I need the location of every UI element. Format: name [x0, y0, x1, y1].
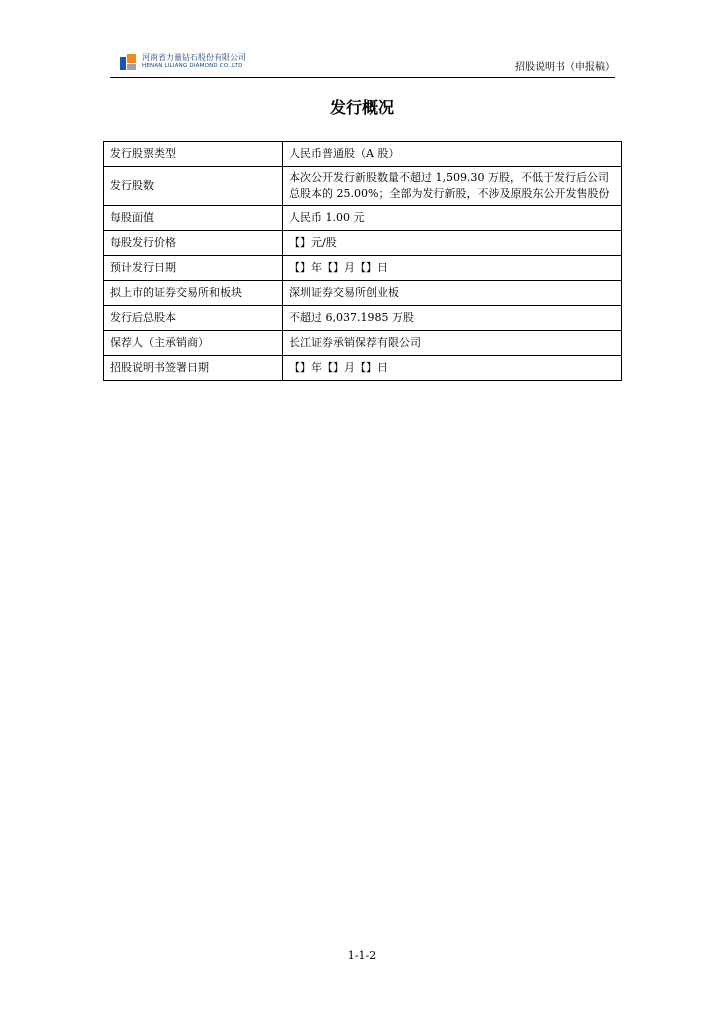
row-label: 发行后总股本 — [104, 306, 283, 331]
table-row — [104, 356, 622, 381]
document-label: 招股说明书（申报稿） — [515, 62, 615, 73]
table-row — [104, 256, 622, 281]
row-label: 招股说明书签署日期 — [104, 356, 283, 381]
row-label: 保荐人（主承销商） — [104, 331, 283, 356]
page-number: 1-1-2 — [347, 949, 377, 962]
row-value: 【】元/股 — [283, 231, 622, 256]
row-label: 预计发行日期 — [104, 256, 283, 281]
row-value: 【】年【】月【】日 — [283, 356, 622, 381]
company-name-cn: 河南省力量钻石股份有限公司 — [142, 53, 246, 62]
row-value: 【】年【】月【】日 — [283, 256, 622, 281]
row-label: 每股发行价格 — [104, 231, 283, 256]
row-label: 拟上市的证券交易所和板块 — [104, 281, 283, 306]
table-row — [104, 142, 622, 167]
row-label: 发行股票类型 — [104, 142, 283, 167]
row-value: 深圳证券交易所创业板 — [283, 281, 622, 306]
offering-overview-table — [103, 141, 622, 381]
table-row — [104, 231, 622, 256]
row-value: 长江证券承销保荐有限公司 — [283, 331, 622, 356]
table-row — [104, 206, 622, 231]
table-row — [104, 306, 622, 331]
company-name-en: HENAN LILIANG DIAMOND CO.,LTD — [142, 63, 243, 69]
row-value: 人民币普通股（A 股） — [283, 142, 622, 167]
company-logo-icon — [120, 54, 138, 70]
table-row — [104, 167, 622, 206]
page-title: 发行概况 — [329, 98, 394, 117]
page-header — [110, 48, 615, 78]
row-label: 每股面值 — [104, 206, 283, 231]
header-divider — [110, 77, 615, 78]
row-label: 发行股数 — [104, 167, 283, 206]
row-value: 本次公开发行新股数量不超过 1,509.30 万股，不低于发行后公司总股本的 25.00%；全部为发行新股，不涉及原股东公开发售股份 — [283, 167, 622, 206]
table-row — [104, 331, 622, 356]
row-value: 不超过 6,037.1985 万股 — [283, 306, 622, 331]
row-value: 人民币 1.00 元 — [283, 206, 622, 231]
table-row — [104, 281, 622, 306]
